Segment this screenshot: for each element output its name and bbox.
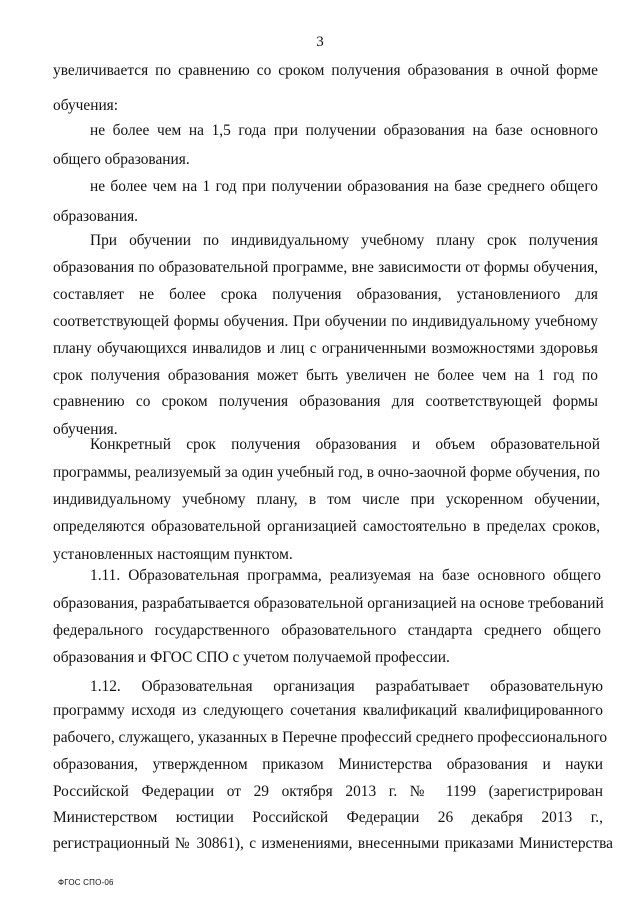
text-line: обучения:: [53, 97, 119, 114]
text-line: не более чем на 1 год при получении образования на базе среднего общего: [90, 178, 598, 195]
text-line: определяются образовательной организацией самостоятельно в пределах сроков,: [53, 518, 600, 535]
text-line: установленных настоящим пунктом.: [53, 546, 293, 563]
text-line: регистрационный № 30861), с изменениями, внесенными приказами Министерства: [53, 835, 613, 852]
text-line: 1.12. Образовательная организация разрабатывает образовательную: [90, 678, 603, 695]
text-line: Конкретный срок получения образования и объем образовательной: [90, 436, 600, 453]
text-line: индивидуальному учебному плану, в том числе при ускоренном обучении,: [53, 491, 600, 508]
text-line: увеличивается по сравнению со сроком получения образования в очной форме: [53, 62, 598, 79]
footer-code: ФГОС СПО-06: [58, 878, 114, 887]
text-line: образования, утвержденном приказом Министерства образования и науки: [53, 756, 603, 773]
text-line: программы, реализуемый за один учебный год, в очно-заочной форме обучения, по: [53, 464, 600, 481]
text-line: 1.11. Образовательная программа, реализуемая на базе основного общего: [90, 567, 601, 584]
text-line: Российской Федерации от 29 октября 2013 г. № 1199 (зарегистрирован: [53, 783, 603, 800]
text-line: срок получения образования может быть увеличен не более чем на 1 год по: [53, 367, 598, 384]
text-line: образования.: [53, 208, 139, 225]
text-line: При обучении по индивидуальному учебному плану срок получения: [90, 232, 598, 249]
text-line: рабочего, служащего, указанных в Перечне профессий среднего профессионального: [53, 729, 608, 746]
text-line: программу исходя из следующего сочетания квалификаций квалифицированного: [53, 702, 603, 719]
text-line: общего образования.: [53, 151, 190, 168]
text-line: обучения.: [53, 421, 118, 438]
text-line: федерального государственного образовательного стандарта среднего общего: [53, 622, 601, 639]
text-line: образования и ФГОС СПО с учетом получаемой профессии.: [53, 649, 450, 666]
text-line: не более чем на 1,5 года при получении образования на базе основного: [90, 122, 598, 139]
text-line: образования по образовательной программе, вне зависимости от формы обучения,: [53, 259, 598, 276]
page-number: 3: [316, 34, 324, 50]
text-line: сравнению со сроком получения образования для соответствующей формы: [53, 393, 598, 410]
text-line: Министерством юстиции Российской Федерации 26 декабря 2013 г.,: [53, 809, 603, 826]
text-line: соответствующей формы обучения. При обучении по индивидуальному учебному: [53, 313, 598, 330]
text-line: плану обучающихся инвалидов и лиц с ограниченными возможностями здоровья: [53, 340, 598, 357]
text-line: составляет не более срока получения образования, установлениого для: [53, 286, 598, 303]
text-line: образования, разрабатывается образовательной организацией на основе требований: [53, 595, 604, 612]
